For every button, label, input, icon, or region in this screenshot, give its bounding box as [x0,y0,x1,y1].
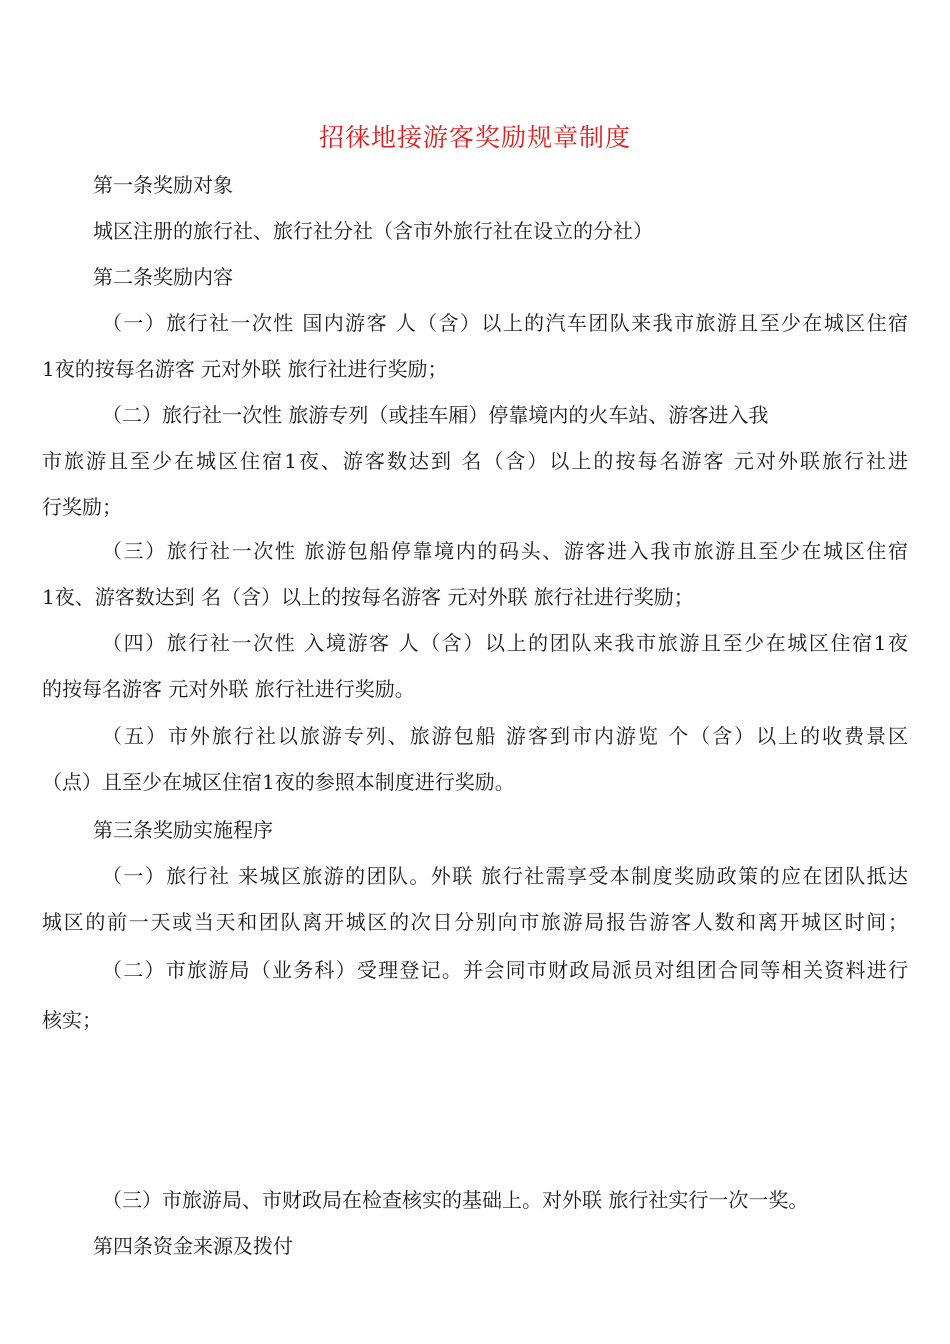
paragraph-line: （二）旅行社一次性 旅游专列（或挂车厢）停靠境内的火车站、游客进入我 [102,403,769,427]
paragraph-line: 1夜、游客数达到 名（含）以上的按每名游客 元对外联 旅行社进行奖励； [42,585,694,609]
paragraph-line: （二）市旅游局（业务科）受理登记。并会同市财政局派员对组团合同等相关资料进行 [102,958,908,982]
paragraph-line: （五）市外旅行社以旅游专列、旅游包船 游客到市内游览 个（含）以上的收费景区 [102,724,908,748]
paragraph-line: 核实； [42,1008,102,1032]
article-heading: 第四条资金来源及拨付 [93,1234,293,1258]
paragraph-line: 市旅游且至少在城区住宿1夜、游客数达到 名（含）以上的按每名游客 元对外联旅行社进 [42,449,908,473]
article-heading: 第二条奖励内容 [93,265,233,289]
article-heading: 第一条奖励对象 [93,173,233,197]
paragraph-line: （三）市旅游局、市财政局在检查核实的基础上。对外联 旅行社实行一次一奖。 [102,1188,809,1212]
paragraph-line: （三）旅行社一次性 旅游包船停靠境内的码头、游客进入我市旅游且至少在城区住宿 [102,539,908,563]
paragraph-line: 城区注册的旅行社、旅行社分社（含市外旅行社在设立的分社） [93,219,653,243]
paragraph-line: 的按每名游客 元对外联 旅行社进行奖励。 [42,677,415,701]
paragraph-line: 1夜的按每名游客 元对外联 旅行社进行奖励； [42,357,448,381]
paragraph-line: （四）旅行社一次性 入境游客 人（含）以上的团队来我市旅游且至少在城区住宿1夜 [102,631,908,655]
document-title: 招徕地接游客奖励规章制度 [318,123,631,152]
paragraph-line: （点）且至少在城区住宿1夜的参照本制度进行奖励。 [42,770,515,794]
paragraph-line: （一）旅行社一次性 国内游客 人（含）以上的汽车团队来我市旅游且至少在城区住宿 [102,311,908,335]
article-heading: 第三条奖励实施程序 [93,818,273,842]
paragraph-line: 城区的前一天或当天和团队离开城区的次日分别向市旅游局报告游客人数和离开城区时间； [42,910,908,934]
paragraph-line: 行奖励； [42,495,122,519]
paragraph-line: （一）旅行社 来城区旅游的团队。外联 旅行社需享受本制度奖励政策的应在团队抵达 [102,864,908,888]
